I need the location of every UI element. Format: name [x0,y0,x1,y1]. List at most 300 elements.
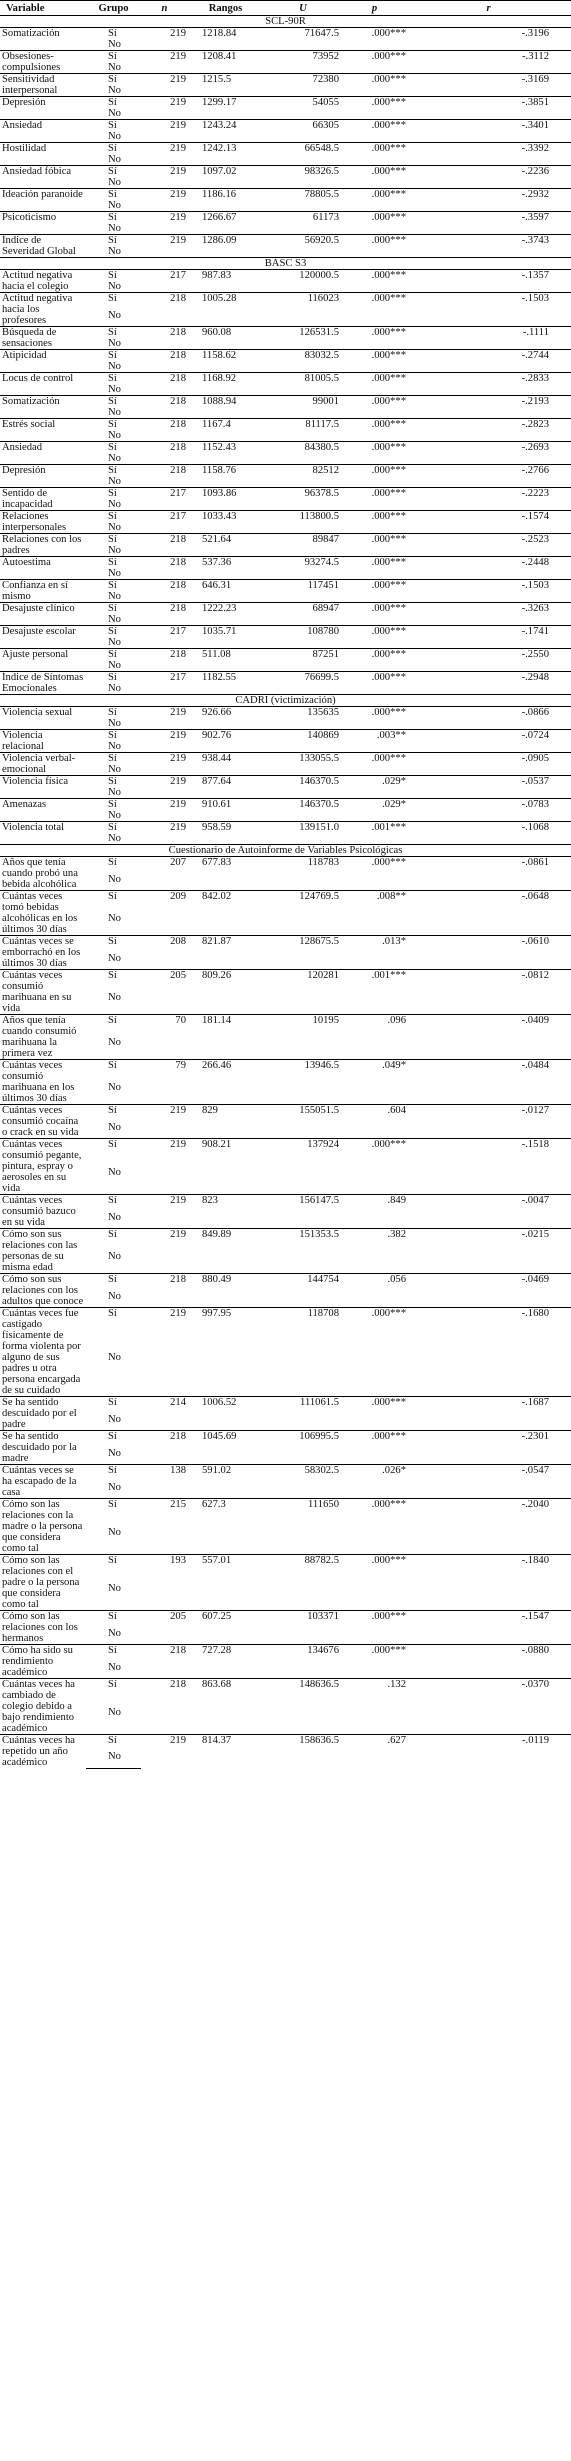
table-row [0,465,571,477]
u-value: 96378.5 [263,488,343,511]
r-value: -.0047 [406,1195,571,1229]
table-row [0,419,571,431]
r-value: -.3597 [406,212,571,235]
variable-name: Somatización [0,28,86,51]
table-row [0,557,571,569]
group-label: No [108,1082,121,1093]
u-value: 133055.5 [263,753,343,776]
group-label: No [108,718,121,729]
p-value: .000*** [343,212,406,235]
group-label: No [108,407,121,418]
p-value: .000*** [343,189,406,212]
u-value: 113800.5 [263,511,343,534]
r-value: -.0469 [406,1274,571,1308]
group-label: Sí [86,1397,141,1414]
r-value: -.1503 [406,293,571,327]
u-value: 68947 [263,603,343,626]
n-value: 219 [141,707,188,730]
table-row [0,442,571,454]
group-label: Sí [86,1308,141,1353]
u-value: 111650 [263,1499,343,1555]
r-value: -.1068 [406,822,571,845]
table-row [0,327,571,339]
r-value: -.3263 [406,603,571,626]
r-value: -.0866 [406,707,571,730]
group-label: No [108,741,121,752]
n-value: 217 [141,626,188,649]
group-label: Sí [86,1611,141,1628]
group-label: No [108,764,121,775]
table-row [0,1139,571,1167]
u-value: 126531.5 [263,327,343,350]
r-value: -.0648 [406,891,571,936]
table-row [0,1229,571,1252]
u-value: 146370.5 [263,799,343,822]
n-value: 218 [141,293,188,327]
p-value: .001*** [343,970,406,1015]
group-label: No [108,246,121,257]
variable-name: Violencia sexual [0,707,86,730]
group-label: Sí [86,753,141,765]
table-row [0,143,571,155]
r-value: -.2948 [406,672,571,695]
u-value: 81005.5 [263,373,343,396]
variable-name: Cuántas veces consumió marihuana en su vida [0,970,86,1015]
table-row [0,293,571,310]
rank-value: 910.61 [188,799,263,822]
r-value: -.2523 [406,534,571,557]
r-value: -.2823 [406,419,571,442]
u-value: 124769.5 [263,891,343,936]
variable-name: Hostilidad [0,143,86,166]
variable-name: Cómo son sus relaciones con los adultos que conoce [0,1274,86,1308]
p-value: .003** [343,730,406,753]
n-value: 218 [141,534,188,557]
group-label: No [108,361,121,372]
variable-name: Sensitividad interpersonal [0,74,86,97]
u-value: 155051.5 [263,1105,343,1139]
group-label: No [108,223,121,234]
u-value: 61173 [263,212,343,235]
table-row [0,235,571,247]
table-row [0,396,571,408]
group-label: Sí [86,626,141,638]
group-label: Sí [86,970,141,993]
group-label: No [108,913,121,924]
group-label: Sí [86,1679,141,1707]
r-value: -.0905 [406,753,571,776]
rank-value: 1168.92 [188,373,263,396]
p-value: .000*** [343,419,406,442]
rank-value: 1242.13 [188,143,263,166]
u-value: 99001 [263,396,343,419]
n-value: 218 [141,1274,188,1308]
p-value: .000*** [343,51,406,74]
r-value: -.0127 [406,1105,571,1139]
rank-value: 842.02 [188,891,263,936]
p-value: .029* [343,799,406,822]
rank-value: 880.49 [188,1274,263,1308]
variable-name: Cuántas veces ha repetido un año académico [0,1735,86,1769]
p-value: .000*** [343,350,406,373]
group-label: No [108,810,121,821]
u-value: 103371 [263,1611,343,1645]
table-row [0,373,571,385]
n-value: 219 [141,1195,188,1229]
variable-name: Actitud negativa hacia los profesores [0,293,86,327]
group-label: Sí [86,891,141,914]
variable-name: Ajuste personal [0,649,86,672]
n-value: 138 [141,1465,188,1499]
n-value: 219 [141,51,188,74]
rank-value: 1158.62 [188,350,263,373]
r-value: -.2301 [406,1431,571,1465]
r-value: -.1518 [406,1139,571,1195]
table-row [0,166,571,178]
table-header [0,1,571,16]
n-value: 219 [141,143,188,166]
p-value: .000*** [343,166,406,189]
variable-name: Actitud negativa hacia el colegio [0,270,86,293]
group-label: No [108,338,121,349]
group-label: Sí [86,730,141,742]
group-label: Sí [86,1015,141,1038]
group-label: No [108,384,121,395]
section-header [0,16,571,28]
group-label: Sí [86,396,141,408]
group-label: No [108,568,121,579]
group-label: Sí [86,822,141,834]
rank-value: 1006.52 [188,1397,263,1431]
table-row [0,1015,571,1038]
table-row [0,488,571,500]
group-label: Sí [86,857,141,874]
n-value: 219 [141,1105,188,1139]
rank-value: 627.3 [188,1499,263,1555]
variable-name: Años que tenía cuando consumió marihuana la primera vez [0,1015,86,1060]
p-value: .000*** [343,857,406,891]
group-label: No [108,430,121,441]
variable-name: Relaciones con los padres [0,534,86,557]
group-label: Sí [86,534,141,546]
r-value: -.3743 [406,235,571,258]
variable-name: Somatización [0,396,86,419]
rank-value: 1088.94 [188,396,263,419]
rank-value: 938.44 [188,753,263,776]
p-value: .000*** [343,753,406,776]
n-value: 219 [141,74,188,97]
rank-value: 1218.84 [188,28,263,51]
u-value: 108780 [263,626,343,649]
table-row [0,1465,571,1482]
p-value: .000*** [343,1611,406,1645]
variable-name: Violencia física [0,776,86,799]
p-value: .000*** [343,1645,406,1679]
rank-value: 1158.76 [188,465,263,488]
r-value: -.0783 [406,799,571,822]
r-value: -.1111 [406,327,571,350]
p-value: .000*** [343,1139,406,1195]
r-value: -.2932 [406,189,571,212]
p-value: .000*** [343,649,406,672]
n-value: 219 [141,776,188,799]
rank-value: 823 [188,1195,263,1229]
rank-value: 960.08 [188,327,263,350]
rank-value: 1182.55 [188,672,263,695]
group-label: Sí [86,1060,141,1083]
variable-name: Cuántas veces se ha escapado de la casa [0,1465,86,1499]
group-label: No [108,476,121,487]
n-value: 215 [141,1499,188,1555]
n-value: 219 [141,753,188,776]
n-value: 205 [141,1611,188,1645]
u-value: 73952 [263,51,343,74]
table-row [0,534,571,546]
n-value: 219 [141,1308,188,1397]
table-row [0,707,571,719]
n-value: 219 [141,166,188,189]
variable-name: Obsesiones-compulsiones [0,51,86,74]
group-label: Sí [86,465,141,477]
r-value: -.0610 [406,936,571,970]
u-value: 137924 [263,1139,343,1195]
r-value: -.1687 [406,1397,571,1431]
group-label: No [108,1251,121,1262]
rank-value: 1005.28 [188,293,263,327]
variable-name: Búsqueda de sensaciones [0,327,86,350]
u-value: 118708 [263,1308,343,1397]
group-label: Sí [86,74,141,86]
variable-name: Psicoticismo [0,212,86,235]
n-value: 207 [141,857,188,891]
group-label: Sí [86,270,141,282]
group-label: No [108,522,121,533]
p-value: .000*** [343,143,406,166]
group-label: Sí [86,580,141,592]
rank-value: 908.21 [188,1139,263,1195]
group-label: Sí [86,166,141,178]
variable-name: Autoestima [0,557,86,580]
u-value: 66305 [263,120,343,143]
rank-value: 1167.4 [188,419,263,442]
p-value: .000*** [343,120,406,143]
u-value: 116023 [263,293,343,327]
n-value: 218 [141,373,188,396]
group-label: No [108,952,121,964]
r-value: -.2693 [406,442,571,465]
table-body [0,16,571,1769]
u-value: 81117.5 [263,419,343,442]
r-value: -.0409 [406,1015,571,1060]
group-label: No [108,1037,121,1048]
rank-value: 1222.23 [188,603,263,626]
r-value: -.0812 [406,970,571,1015]
rank-value: 814.37 [188,1735,263,1769]
table-row [0,730,571,742]
section-header [0,258,571,270]
rank-value: 1186.16 [188,189,263,212]
u-value: 71647.5 [263,28,343,51]
n-value: 79 [141,1060,188,1105]
group-label: Sí [86,1105,141,1122]
group-label: Sí [86,189,141,201]
u-value: 58302.5 [263,1465,343,1499]
section-title: CADRI (victimización) [0,695,571,707]
group-label: Sí [86,1274,141,1291]
variable-name: Cómo son las relaciones con el padre o la persona que considera como tal [0,1555,86,1611]
p-value: .000*** [343,534,406,557]
group-label: No [108,1582,121,1594]
table-row [0,1499,571,1527]
n-value: 209 [141,891,188,936]
rank-value: 1215.5 [188,74,263,97]
rank-value: 829 [188,1105,263,1139]
p-value: .056 [343,1274,406,1308]
n-value: 219 [141,1735,188,1769]
r-value: -.0547 [406,1465,571,1499]
rank-value: 1266.67 [188,212,263,235]
p-value: .000*** [343,580,406,603]
p-value: .000*** [343,373,406,396]
group-label: Sí [86,1465,141,1482]
group-label: Sí [86,1735,141,1752]
r-value: -.1741 [406,626,571,649]
p-value: .000*** [343,270,406,293]
rank-value: 677.83 [188,857,263,891]
n-value: 218 [141,465,188,488]
group-label: No [108,992,121,1003]
group-label: No [108,1627,121,1639]
variable-name: Ideación paranoide [0,189,86,212]
variable-name: Violencia relacional [0,730,86,753]
variable-name: Amenazas [0,799,86,822]
u-value: 93274.5 [263,557,343,580]
n-value: 219 [141,730,188,753]
group-label: No [108,591,121,602]
table-row [0,511,571,523]
r-value: -.1547 [406,1611,571,1645]
rank-value: 1033.43 [188,511,263,534]
n-value: 218 [141,419,188,442]
n-value: 70 [141,1015,188,1060]
r-value: -.1357 [406,270,571,293]
group-label: No [108,85,121,96]
variable-name: Cuántas veces consumió pegante, pintura, espray o aerosoles en su vida [0,1139,86,1195]
p-value: .001*** [343,822,406,845]
rank-value: 557.01 [188,1555,263,1611]
table-row [0,1397,571,1414]
rank-value: 537.36 [188,557,263,580]
n-value: 217 [141,488,188,511]
u-value: 106995.5 [263,1431,343,1465]
rank-value: 1097.02 [188,166,263,189]
table-row [0,1555,571,1583]
rank-value: 821.87 [188,936,263,970]
group-label: No [108,108,121,119]
r-value: -.1840 [406,1555,571,1611]
u-value: 134676 [263,1645,343,1679]
n-value: 217 [141,270,188,293]
u-value: 158636.5 [263,1735,343,1769]
rank-value: 1208.41 [188,51,263,74]
group-label: Sí [86,1229,141,1252]
p-value: .382 [343,1229,406,1274]
r-value: -.2766 [406,465,571,488]
rank-value: 809.26 [188,970,263,1015]
table-row [0,1679,571,1707]
u-value: 89847 [263,534,343,557]
rank-value: 1299.17 [188,97,263,120]
r-value: -.2193 [406,396,571,419]
table-row [0,270,571,282]
group-label: Sí [86,51,141,63]
variable-name: Índice de Severidad Global [0,235,86,258]
group-label: No [108,1447,121,1459]
p-value: .627 [343,1735,406,1769]
table-row [0,857,571,874]
u-value: 82512 [263,465,343,488]
variable-name: Cómo son sus relaciones con las personas de su misma edad [0,1229,86,1274]
table-row [0,51,571,63]
r-value: -.2550 [406,649,571,672]
group-label: Sí [86,1195,141,1212]
n-value: 219 [141,97,188,120]
group-label: Sí [86,557,141,569]
rank-value: 987.83 [188,270,263,293]
variable-name: Atipicidad [0,350,86,373]
p-value: .132 [343,1679,406,1735]
rank-value: 902.76 [188,730,263,753]
p-value: .013* [343,936,406,970]
group-label: No [86,1751,141,1768]
p-value: .026* [343,1465,406,1499]
group-label: No [108,1413,121,1425]
r-value: -.3851 [406,97,571,120]
rank-value: 181.14 [188,1015,263,1060]
n-value: 219 [141,28,188,51]
p-value: .000*** [343,1555,406,1611]
group-label: No [108,200,121,211]
p-value: .000*** [343,1431,406,1465]
rank-value: 863.68 [188,1679,263,1735]
rank-value: 511.08 [188,649,263,672]
group-label: Sí [86,442,141,454]
variable-name: Se ha sentido descuidado por el padre [0,1397,86,1431]
r-value: -.0484 [406,1060,571,1105]
group-label: Sí [86,649,141,661]
p-value: .000*** [343,707,406,730]
group-label: Sí [86,603,141,615]
group-label: No [108,833,121,844]
variable-name: Cuántas veces se emborrachó en los últimos 30 días [0,936,86,970]
u-value: 144754 [263,1274,343,1308]
p-value: .000*** [343,557,406,580]
table-row [0,891,571,914]
r-value: -.3169 [406,74,571,97]
table-row [0,603,571,615]
section-title: Cuestionario de Autoinforme de Variables Psicológicas [0,845,571,857]
group-label: Sí [86,672,141,684]
rank-value: 646.31 [188,580,263,603]
n-value: 208 [141,936,188,970]
variable-name: Cuántas veces consumió bazuco en su vida [0,1195,86,1229]
r-value: -.1574 [406,511,571,534]
table-row [0,212,571,224]
p-value: .000*** [343,511,406,534]
n-value: 218 [141,603,188,626]
n-value: 219 [141,189,188,212]
section-header [0,845,571,857]
